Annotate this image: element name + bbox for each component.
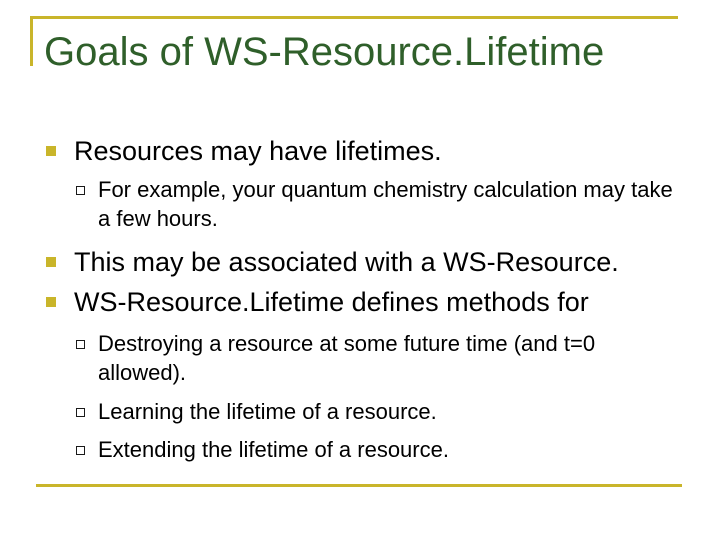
hollow-square-bullet-icon: [76, 446, 85, 455]
bullet-text: WS-Resource.Lifetime defines methods for: [74, 287, 589, 317]
bullet-text: Resources may have lifetimes.: [74, 136, 442, 166]
square-bullet-icon: [46, 297, 56, 307]
bottom-rule: [36, 484, 682, 487]
sub-bullet-text: Learning the lifetime of a resource.: [98, 399, 437, 424]
bullet-text: This may be associated with a WS-Resource.: [74, 247, 619, 277]
sub-bullet-text: Extending the lifetime of a resource.: [98, 437, 449, 462]
hollow-square-bullet-icon: [76, 186, 85, 195]
sub-bullet-text: Destroying a resource at some future time (and t=0 allowed).: [98, 331, 596, 385]
title-frame-top-rule: [30, 16, 678, 19]
slide-title: Goals of WS-Resource.Lifetime: [44, 30, 605, 74]
square-bullet-icon: [46, 257, 56, 267]
hollow-square-bullet-icon: [76, 408, 85, 417]
square-bullet-icon: [46, 146, 56, 156]
title-frame-left-rule: [30, 16, 33, 66]
sub-bullet-text: For example, your quantum chemistry calculation may take a few hours.: [98, 177, 673, 231]
hollow-square-bullet-icon: [76, 340, 85, 349]
